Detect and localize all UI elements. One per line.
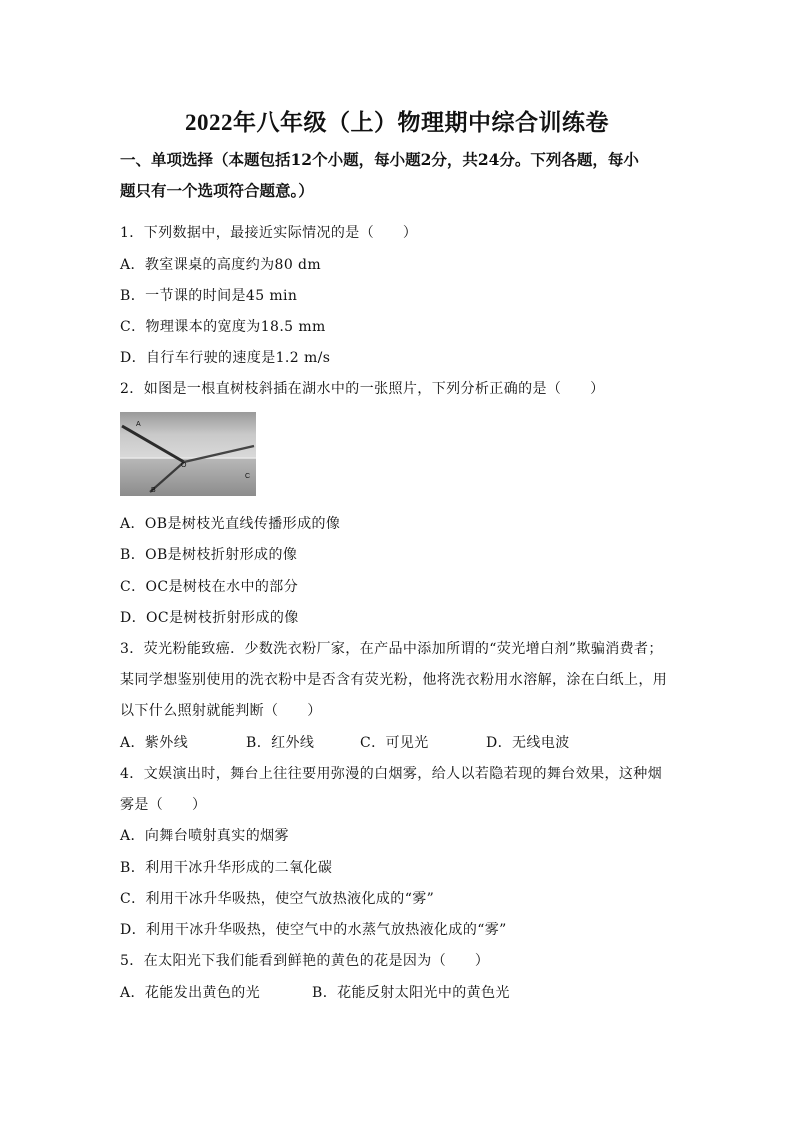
page-title: 2022年八年级（上）物理期中综合训练卷 [185,110,609,135]
question-4-stem: 雾是（ ） [120,797,207,813]
label-a: A [136,421,141,428]
question-5-option-a: A．花能发出黄色的光 [120,985,261,1001]
question-5-option-b: B．花能反射太阳光中的黄色光 [312,985,510,1001]
section-heading-line: 一、单项选择（本题包括12个小题，每小题2分，共24分。下列各题，每小 [120,150,639,169]
question-2-stem: 2．如图是一根直树枝斜插在湖水中的一张照片，下列分析正确的是（ ） [120,381,605,397]
question-2-option-c: C．OC是树枝在水中的部分 [120,579,299,595]
water-surface [120,458,256,496]
question-4-option-b: B．利用干冰升华形成的二氧化碳 [120,860,333,876]
question-1-option-c: C．物理课本的宽度为18.5 mm [120,319,326,335]
question-1-option-a: A．教室课桌的高度约为80 dm [120,257,322,273]
question-3-stem: 以下什么照射就能判断（ ） [120,703,322,719]
question-2-option-d: D．OC是树枝折射形成的像 [120,610,299,626]
question-5-stem: 5．在太阳光下我们能看到鲜艳的黄色的花是因为（ ） [120,953,490,969]
question-3-stem: 某同学想鉴别使用的洗衣粉中是否含有荧光粉，他将洗衣粉用水溶解，涂在白纸上，用 [120,672,668,688]
question-1-option-b: B．一节课的时间是45 min [120,288,298,304]
label-c: C [245,473,251,480]
section-heading-line: 题只有一个选项符合题意。） [120,181,314,200]
question-2-option-b: B．OB是树枝折射形成的像 [120,547,298,563]
question-4-option-a: A．向舞台喷射真实的烟雾 [120,828,289,844]
question-3-option-b: B．红外线 [246,735,315,751]
question-1-option-d: D．自行车行驶的速度是1.2 m/s [120,350,331,366]
question-3-option-d: D．无线电波 [486,735,570,751]
section-heading [120,144,680,206]
label-b: B [151,487,156,494]
label-o: O [181,462,187,469]
question-4-option-d: D．利用干冰升华吸热，使空气中的水蒸气放热液化成的“雾” [120,922,507,938]
question-4-stem: 4．文娱演出时，舞台上往往要用弥漫的白烟雾，给人以若隐若现的舞台效果，这种烟 [120,766,663,782]
question-3-option-a: A．紫外线 [120,735,189,751]
question-2-option-a: A．OB是树枝光直线传播形成的像 [120,516,341,532]
question-3-option-c: C．可见光 [360,735,429,751]
question-1-stem: 1．下列数据中，最接近实际情况的是（ ） [120,225,418,241]
question-4-option-c: C．利用干冰升华吸热，使空气放热液化成的“雾” [120,891,435,907]
branch-in-water-photo [120,412,256,496]
question-3-stem: 3．荧光粉能致癌．少数洗衣粉厂家，在产品中添加所谓的“荧光增白剂”欺骗消费者； [120,641,663,657]
